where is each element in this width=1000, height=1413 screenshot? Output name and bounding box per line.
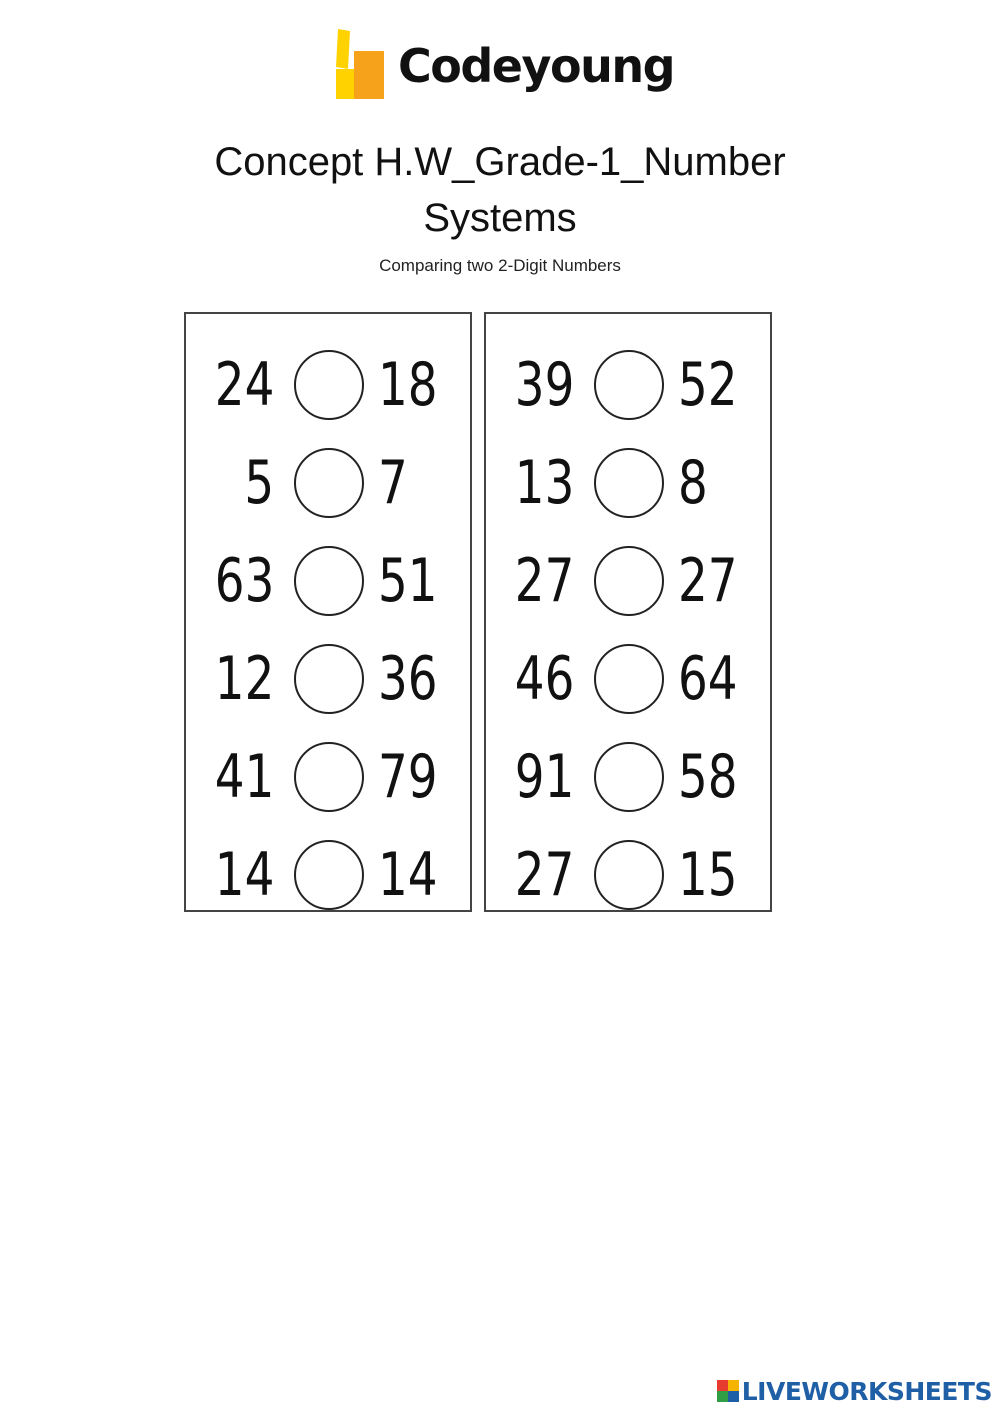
number-right: 15	[678, 840, 738, 910]
comparison-row	[486, 532, 770, 630]
number-right: 14	[378, 840, 438, 910]
number-right: 7	[378, 448, 408, 518]
answer-circle[interactable]	[594, 448, 664, 518]
comparison-row	[486, 728, 770, 826]
number-left: 14	[214, 840, 274, 910]
number-left: 27	[514, 840, 574, 910]
comparison-row	[186, 826, 470, 924]
answer-circle[interactable]	[594, 644, 664, 714]
comparison-row	[486, 336, 770, 434]
number-right: 51	[378, 546, 438, 616]
number-left: 91	[514, 742, 574, 812]
comparison-row	[486, 630, 770, 728]
comparison-panel-left	[184, 312, 472, 912]
answer-circle[interactable]	[294, 448, 364, 518]
answer-circle[interactable]	[594, 840, 664, 910]
answer-circle[interactable]	[294, 546, 364, 616]
answer-circle[interactable]	[294, 350, 364, 420]
liveworksheets-label: LIVEWORKSHEETS	[741, 1376, 992, 1406]
codeyoung-logo-icon	[332, 29, 388, 103]
page-subtitle: Comparing two 2-Digit Numbers	[379, 256, 621, 275]
number-left: 63	[214, 546, 274, 616]
answer-circle[interactable]	[294, 840, 364, 910]
number-left: 13	[514, 448, 574, 518]
liveworksheets-brand	[717, 1377, 992, 1405]
liveworksheets-logo-icon	[717, 1380, 739, 1402]
page-title	[0, 134, 1000, 246]
number-left: 24	[214, 350, 274, 420]
title-line-2: Systems	[423, 196, 577, 240]
number-left: 27	[514, 546, 574, 616]
answer-circle[interactable]	[594, 350, 664, 420]
number-right: 58	[678, 742, 738, 812]
comparison-row	[186, 532, 470, 630]
number-right: 18	[378, 350, 438, 420]
number-left: 12	[214, 644, 274, 714]
answer-circle[interactable]	[594, 546, 664, 616]
answer-circle[interactable]	[594, 742, 664, 812]
answer-circle[interactable]	[294, 644, 364, 714]
comparison-row	[186, 336, 470, 434]
comparison-row	[186, 728, 470, 826]
answer-circle[interactable]	[294, 742, 364, 812]
comparison-panel-right	[484, 312, 772, 912]
number-right: 36	[378, 644, 438, 714]
number-right: 64	[678, 644, 738, 714]
brand-name: Codeyoung	[398, 39, 674, 93]
number-right: 8	[678, 448, 708, 518]
number-right: 52	[678, 350, 738, 420]
comparison-row	[186, 434, 470, 532]
number-left: 46	[514, 644, 574, 714]
number-left: 39	[514, 350, 574, 420]
comparison-row	[486, 434, 770, 532]
number-right: 27	[678, 546, 738, 616]
comparison-row	[486, 826, 770, 924]
number-right: 79	[378, 742, 438, 812]
codeyoung-logo	[332, 26, 674, 106]
title-line-1: Concept H.W_Grade-1_Number	[214, 140, 786, 184]
number-left: 5	[244, 448, 274, 518]
number-left: 41	[214, 742, 274, 812]
comparison-row	[186, 630, 470, 728]
